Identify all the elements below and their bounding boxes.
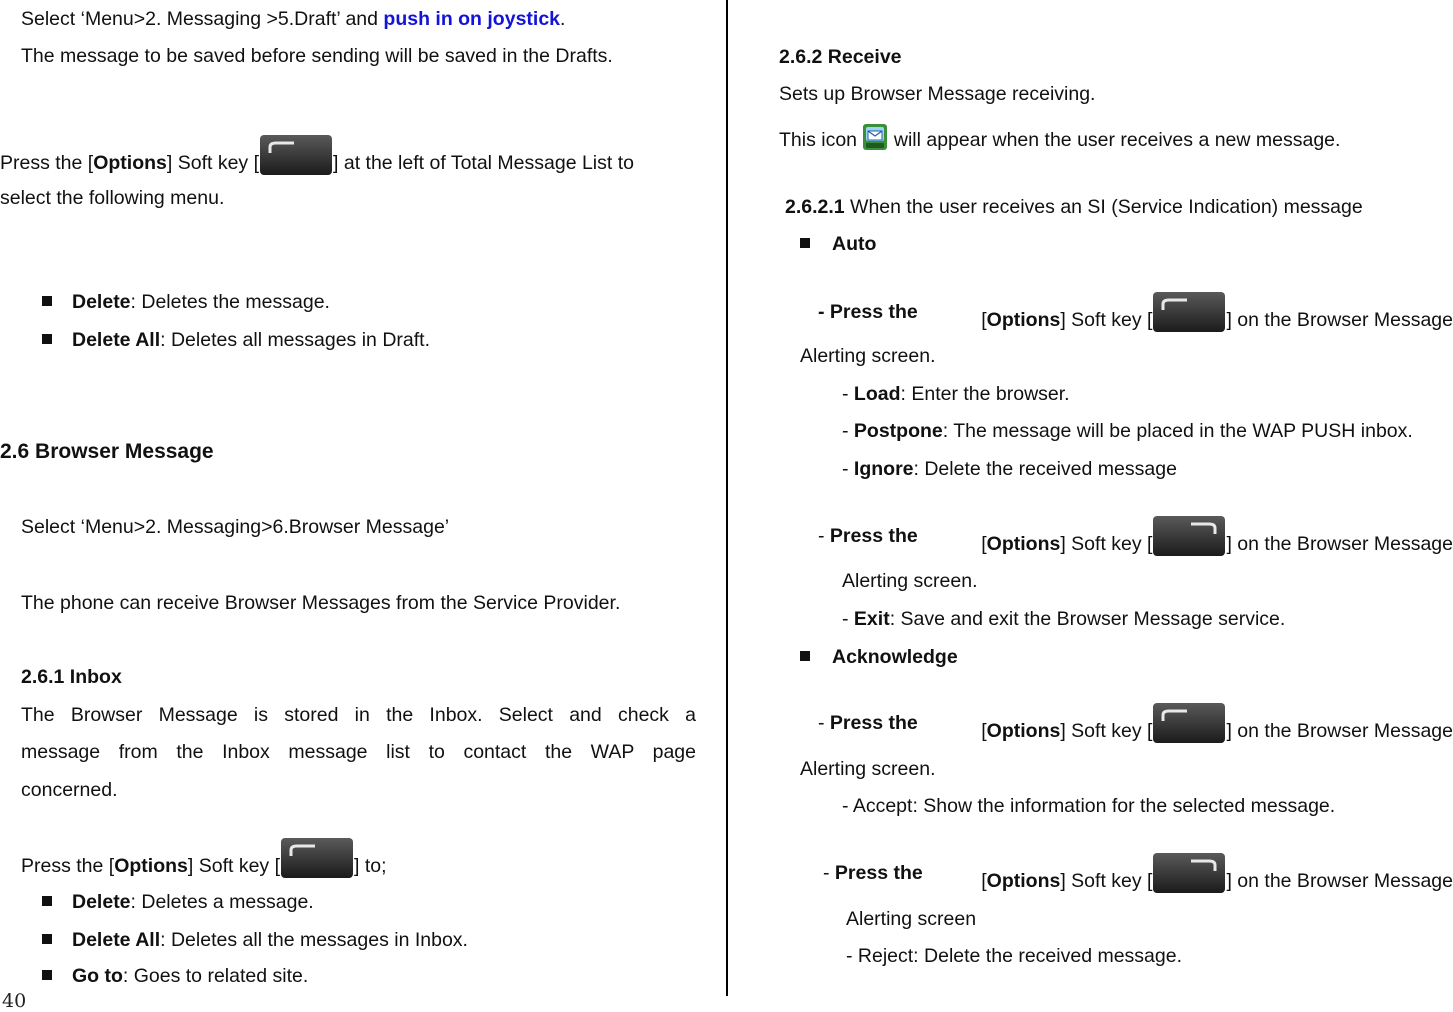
list-item: Delete: Deletes the message. <box>42 290 330 314</box>
browser-message-menu-path: Select ‘Menu>2. Messaging>6.Browser Message’ <box>21 516 450 538</box>
new-message-icon <box>862 122 888 152</box>
auto-option-exit: - Exit: Save and exit the Browser Message service. <box>842 608 1286 630</box>
bullet-icon <box>42 934 52 944</box>
ack-option-accept: - Accept: Show the information for the selected message. <box>842 795 1336 817</box>
ack-reject-instruction-cont: Alerting screen <box>846 908 977 930</box>
bullet-icon <box>800 651 810 661</box>
ack-reject-instruction: - Press the [Options] Soft key [ ] on the Browser Message <box>823 853 1453 901</box>
list-item: Go to: Goes to related site. <box>42 964 308 988</box>
bullet-icon <box>800 238 810 248</box>
inbox-paragraph-line: message from the Inbox message list to contact the WAP page <box>21 741 696 763</box>
left-softkey-icon <box>1153 703 1225 743</box>
right-softkey-icon <box>1153 516 1225 556</box>
joystick-instruction: push in on joystick <box>383 8 561 30</box>
acknowledge-label: Acknowledge <box>800 645 958 669</box>
si-subsection-title: 2.6.2.1 When the user receives an SI (Service Indication) message <box>785 196 1363 218</box>
auto-options-instruction-cont: Alerting screen. <box>800 345 936 367</box>
draft-save-note: The message to be saved before sending will be saved in the Drafts. <box>21 45 613 67</box>
auto-label: Auto <box>800 232 876 256</box>
left-softkey-icon <box>1153 292 1225 332</box>
draft-options-instruction-cont: select the following menu. <box>0 187 225 209</box>
section-title: 2.6 Browser Message <box>0 440 214 463</box>
bullet-icon <box>42 334 52 344</box>
ack-accept-instruction-cont: Alerting screen. <box>800 758 936 780</box>
auto-exit-instruction-cont: Alerting screen. <box>842 570 978 592</box>
auto-exit-instruction: - Press the [Options] Soft key [ ] on the Browser Message <box>818 516 1453 564</box>
column-divider <box>726 0 728 996</box>
new-message-icon-line: This icon will appear when the user receives a new message. <box>779 122 1340 155</box>
receive-subsection-title: 2.6.2 Receive <box>779 46 902 68</box>
ack-accept-instruction: - Press the [Options] Soft key [ ] on the Browser Message <box>818 703 1453 751</box>
page-number: 40 <box>2 990 27 1012</box>
list-item: Delete All: Deletes all the messages in Inbox. <box>42 928 468 952</box>
inbox-options-instruction: Press the [Options] Soft key [ ] to; <box>21 838 387 884</box>
auto-option-ignore: - Ignore: Delete the received message <box>842 458 1177 480</box>
list-item: Delete: Deletes a message. <box>42 890 314 914</box>
inbox-paragraph-line: The Browser Message is stored in the Inbox. Select and check a <box>21 704 696 726</box>
inbox-subsection-title: 2.6.1 Inbox <box>21 666 122 688</box>
right-softkey-icon <box>1153 853 1225 893</box>
draft-intro-line: Select ‘Menu>2. Messaging >5.Draft’ and push in on joystick. <box>21 8 566 30</box>
inbox-paragraph-line: concerned. <box>21 779 118 801</box>
bullet-icon <box>42 970 52 980</box>
draft-options-instruction: Press the [Options] Soft key [ ] at the left of Total Message List to <box>0 135 634 181</box>
receive-description: Sets up Browser Message receiving. <box>779 83 1096 105</box>
list-item: Delete All: Deletes all messages in Draft. <box>42 328 430 352</box>
auto-option-postpone: - Postpone: The message will be placed in the WAP PUSH inbox. <box>842 420 1413 442</box>
left-softkey-icon <box>281 838 353 878</box>
ack-option-reject: - Reject: Delete the received message. <box>846 945 1182 967</box>
bullet-icon <box>42 896 52 906</box>
bullet-icon <box>42 296 52 306</box>
left-softkey-icon <box>260 135 332 175</box>
auto-options-instruction: - Press the [Options] Soft key [ ] on the Browser Message <box>818 292 1453 340</box>
auto-option-load: - Load: Enter the browser. <box>842 383 1070 405</box>
browser-message-description: The phone can receive Browser Messages from the Service Provider. <box>21 592 621 614</box>
